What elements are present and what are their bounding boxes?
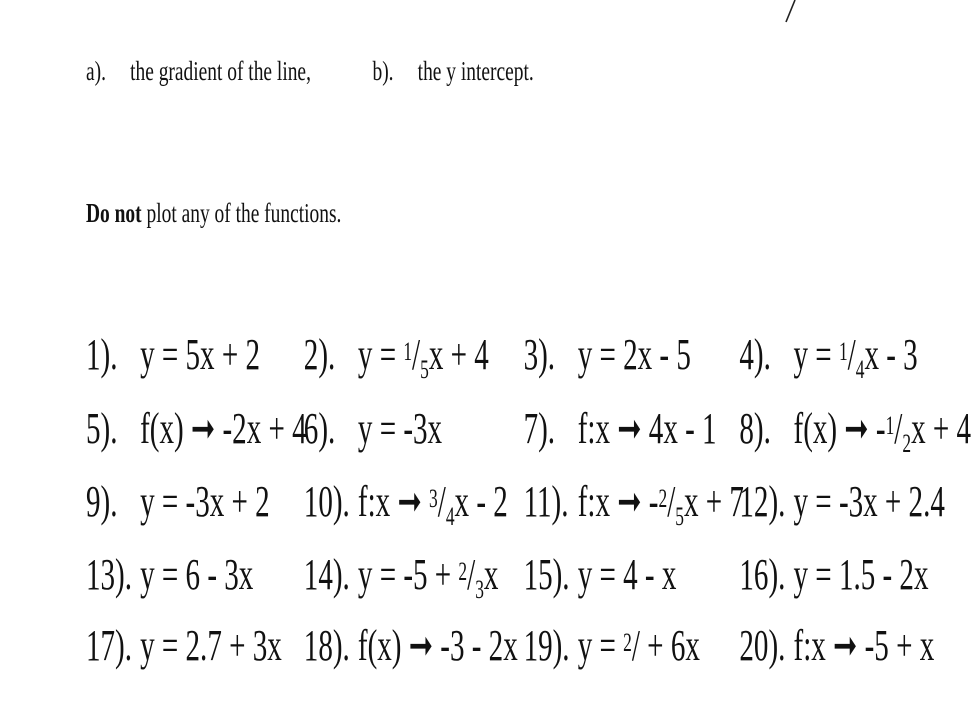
exercise-number: 9). [86, 477, 118, 526]
exercise-item [86, 618, 282, 674]
exercise-row [86, 547, 944, 603]
exercise-expression: y = 2.7 + 3x [140, 621, 282, 670]
exercise-number: 15). [523, 550, 570, 599]
exercise-number: 13). [86, 550, 132, 599]
expression-suffix: x + 4 [911, 404, 971, 453]
exercise-item [523, 547, 677, 603]
exercise-expression: y = -3x + 2 [140, 477, 270, 526]
exercise-item [739, 401, 971, 459]
exercise-number: 18). [303, 621, 350, 670]
exercise-expression: f:x ➞ -5 + x [793, 621, 935, 670]
fraction-numerator: 1 [885, 409, 895, 440]
exercise-item [303, 327, 489, 385]
exercise-item [739, 474, 945, 530]
exercise-row [86, 401, 971, 459]
exercise-item [86, 474, 270, 530]
exercise-expression: y = 1.5 - 2x [793, 550, 929, 599]
exercise-row [86, 618, 944, 674]
exercise-number: 7). [523, 404, 556, 453]
exercise-number: 19). [523, 621, 570, 670]
exercise-number: 10). [303, 477, 350, 526]
exercise-number: 14). [303, 550, 350, 599]
exercise-row [86, 474, 944, 530]
exercise-row [86, 327, 944, 383]
fraction-denominator: 2 [902, 428, 912, 459]
fraction-numerator: 2 [658, 482, 668, 513]
instruction-bold: Do not [86, 198, 142, 228]
exercise-item [523, 327, 691, 383]
exercise-number: 11). [523, 477, 569, 526]
expression-prefix: y = -5 + [357, 550, 459, 599]
exercise-number: 4). [739, 330, 771, 379]
exercise-item [86, 401, 307, 457]
exercise-item [739, 547, 929, 603]
exercise-expression: f(x) ➞ -2x + 4 [140, 404, 307, 453]
exercise-expression: y = -3x + 2.4 [793, 477, 945, 526]
exercise-item [303, 618, 518, 674]
fraction-numerator: 3 [429, 482, 438, 513]
expression-prefix: f(x) ➞ - [793, 404, 886, 453]
exercise-expression: y = 5x + 2 [140, 330, 261, 379]
fraction: $^2$/ [623, 621, 640, 670]
exercise-item [86, 327, 261, 383]
exercise-expression: y = 2x - 5 [577, 330, 691, 379]
exercise-item [523, 401, 717, 457]
fraction-denominator: 5 [420, 354, 429, 385]
expression-prefix: y = [577, 621, 624, 670]
exercise-expression: f(x) ➞ -3 - 2x [357, 621, 518, 670]
fraction: $^2/_5$ [658, 477, 684, 532]
exercise-number: 5). [86, 404, 118, 453]
exercise-item [303, 547, 499, 605]
part-a-text: the gradient of the line, [130, 56, 311, 86]
exercise-expression [358, 547, 499, 608]
exercise-number: 17). [86, 621, 132, 670]
instruction-rest: plot any of the functions. [146, 198, 342, 228]
exercise-expression: y = 4 - x [577, 550, 677, 599]
exercise-number: 8). [739, 404, 771, 453]
exercise-number: 20). [739, 621, 786, 670]
expression-prefix: f:x ➞ - [577, 477, 659, 526]
expression-suffix: + 6x [639, 621, 700, 670]
expression-prefix: y = [357, 330, 404, 379]
expression-suffix: x - 2 [454, 477, 508, 526]
fraction-numerator: 1 [838, 335, 848, 366]
fraction: $^2/_3$ [458, 550, 484, 605]
exercise-expression [794, 401, 971, 462]
fraction: $^1/_2$ [885, 404, 912, 459]
exercise-number: 1). [86, 330, 118, 379]
fraction: $^1/_5$ [403, 330, 429, 385]
exercise-item [523, 618, 700, 674]
exercise-number: 2). [303, 330, 336, 379]
exercise-expression: y = -3x [357, 404, 443, 453]
exercise-item [739, 618, 935, 674]
fraction-numerator: 2 [458, 555, 468, 586]
exercise-number: 6). [303, 404, 336, 453]
fraction-denominator: 5 [675, 501, 684, 532]
exercise-item [303, 401, 443, 457]
exercise-number: 3). [523, 330, 556, 379]
expression-prefix: y = [793, 330, 839, 379]
exercise-item [86, 547, 254, 603]
exercise-expression [794, 327, 918, 388]
expression-suffix: x + 7 [683, 477, 744, 526]
expression-suffix: x [483, 550, 499, 599]
exercise-item [303, 474, 508, 532]
exercise-expression [358, 474, 508, 535]
fraction-numerator: 1 [403, 335, 413, 366]
exercise-expression [578, 618, 700, 679]
expression-prefix: f:x ➞ [357, 477, 430, 526]
part-a-label: a). [86, 56, 106, 86]
exercise-number: 12). [739, 477, 786, 526]
fraction: $^1/_4$ [838, 330, 865, 385]
exercise-item [523, 474, 744, 532]
exercise-expression: y = 6 - 3x [140, 550, 254, 599]
part-b-text: the y intercept. [417, 56, 534, 86]
fraction-denominator: 4 [855, 354, 865, 385]
exercise-expression: f:x ➞ 4x - 1 [577, 404, 717, 453]
exercise-item [739, 327, 918, 385]
fraction-numerator: 2 [623, 626, 632, 657]
expression-suffix: x - 3 [864, 330, 918, 379]
fraction-denominator: 3 [475, 574, 484, 605]
exercise-expression [358, 327, 489, 388]
fraction-denominator: 4 [445, 501, 455, 532]
fraction: $^3/_4$ [429, 477, 455, 532]
exercise-expression [578, 474, 744, 535]
exercise-number: 16). [739, 550, 786, 599]
part-b-label: b). [372, 56, 394, 86]
expression-suffix: x + 4 [428, 330, 489, 379]
